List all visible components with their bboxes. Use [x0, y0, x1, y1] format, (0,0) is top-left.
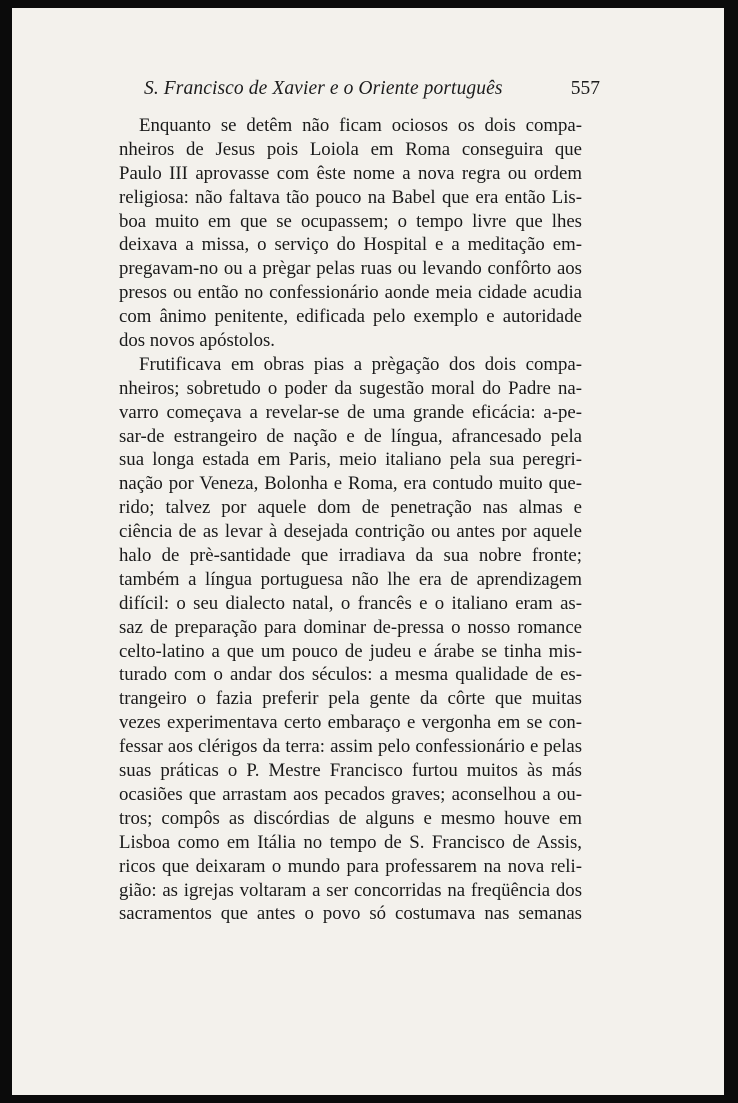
book-page	[12, 8, 724, 1095]
text-line: rido; talvez por aquele dom de penetração nas almas e	[119, 497, 582, 519]
running-title: S. Francisco de Xavier e o Oriente português	[144, 78, 503, 99]
page-header	[144, 78, 600, 104]
paragraph-1	[119, 114, 582, 353]
text-line: deixava a missa, o serviço do Hospital e a meditação em-	[119, 234, 582, 256]
text-line: tros; compôs as discórdias de alguns e mesmo houve em	[119, 807, 582, 829]
text-line: saz de preparação para dominar de-pressa o nosso romance	[119, 616, 582, 638]
text-line: Paulo III aprovasse com êste nome a nova regra ou ordem	[119, 162, 582, 184]
text-line: Frutificava em obras pias a prègação dos dois compa-	[139, 353, 582, 375]
text-line: boa muito em que se ocupassem; o tempo livre que lhes	[119, 210, 582, 232]
text-line: trangeiro o fazia preferir pela gente da côrte que muitas	[119, 688, 582, 710]
text-line: presos ou então no confessionário aonde meia cidade acudia	[119, 282, 582, 304]
text-line: sar-de estrangeiro de nação e de língua, afrancesado pela	[119, 425, 582, 447]
text-line: nação por Veneza, Bolonha e Roma, era contudo muito que-	[119, 473, 582, 495]
text-line: celto-latino a que um pouco de judeu e árabe se tinha mis-	[119, 640, 582, 662]
text-line: com ânimo penitente, edificada pelo exemplo e autoridade	[119, 306, 582, 328]
text-line: halo de prè-santidade que irradiava da sua nobre fronte;	[119, 545, 582, 567]
text-line: vezes experimentava certo embaraço e vergonha em se con-	[119, 712, 582, 734]
text-line: difícil: o seu dialecto natal, o francês e o italiano eram as-	[119, 592, 582, 614]
text-line: sua longa estada em Paris, meio italiano pela sua peregri-	[119, 449, 582, 471]
text-line: gião: as igrejas voltaram a ser concorridas na freqüência dos	[119, 879, 582, 901]
text-line: suas práticas o P. Mestre Francisco furtou muitos às más	[119, 760, 582, 782]
text-line: ocasiões que arrastam aos pecados graves; aconselhou a ou-	[119, 783, 582, 805]
paragraph-2	[119, 353, 582, 926]
text-line: turado com o andar dos séculos: a mesma qualidade de es-	[119, 664, 582, 686]
text-line: ciência de as levar à desejada contrição ou antes por aquele	[119, 521, 582, 543]
text-line: Lisboa como em Itália no tempo de S. Francisco de Assis,	[119, 831, 582, 853]
page-number: 557	[570, 78, 600, 99]
text-line: pregavam-no ou a prègar pelas ruas ou levando confôrto aos	[119, 258, 582, 280]
text-line: varro começava a revelar-se de uma grande eficácia: a-pe-	[119, 401, 582, 423]
body-text	[119, 114, 582, 926]
text-line: nheiros de Jesus pois Loiola em Roma conseguira que	[119, 138, 582, 160]
text-line: fessar aos clérigos da terra: assim pelo confessionário e pelas	[119, 736, 582, 758]
text-line: Enquanto se detêm não ficam ociosos os dois compa-	[139, 115, 582, 136]
text-line: também a língua portuguesa não lhe era de aprendizagem	[119, 568, 582, 590]
text-line: ricos que deixaram o mundo para professarem na nova reli-	[119, 855, 582, 877]
text-line: nheiros; sobretudo o poder da sugestão moral do Padre na-	[119, 377, 582, 399]
text-line: sacramentos que antes o povo só costumava nas semanas	[119, 903, 582, 925]
text-line: dos novos apóstolos.	[119, 330, 275, 352]
text-line: religiosa: não faltava tão pouco na Babel que era então Lis-	[119, 186, 582, 208]
